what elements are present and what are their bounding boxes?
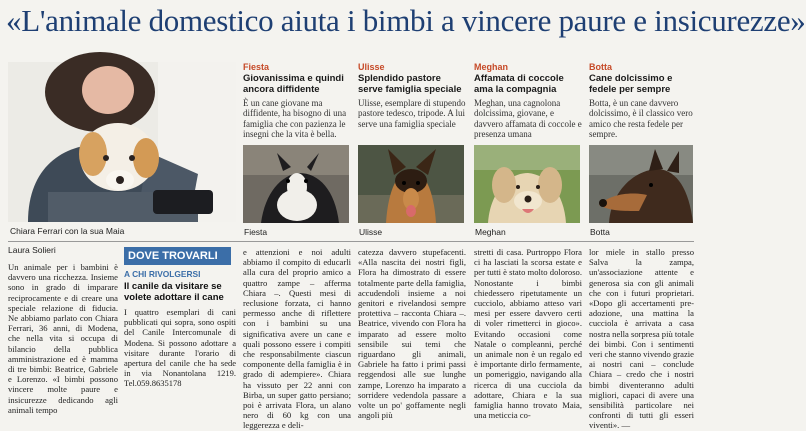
card-name: Meghan (474, 62, 509, 72)
card-headline: Affamata di coccole ama la compagnia (474, 73, 564, 95)
article-column-4 (358, 247, 466, 421)
woman-with-dog-image (8, 62, 236, 222)
card-body: È un cane giovane ma diffidente, ha bisogno di una famiglia che con pazienza le insegni che la vita è bella. (243, 98, 347, 140)
sidebar-title: DOVE TROVARLI (124, 247, 231, 265)
byline: Laura Solieri (8, 245, 56, 255)
article-column-3 (243, 247, 351, 431)
botta-photo-caption: Botta (590, 227, 610, 237)
article-paragraph: e attenzioni e noi adulti abbiamo il compito di educarli alla cura del proprio amico a quattro zampe – afferma Chiara –. Questi mesi di reclusione forzata, ci hanno permesso anche di riflettere con i bambini su una significativa avere un cane e quali possono essere i compiti che responsabilmente ciascun componente della famiglia è in grado di adempiere». Chiara ha vissuto per 22 anni con Birba, un super gatto persiano; poi è arrivata Flora, un alano nero di 60 kg con una leggerezza e deli- (243, 247, 351, 431)
card-headline: Splendido pastore serve famiglia speciale (358, 73, 462, 95)
black-white-dog-image (243, 145, 349, 223)
card-body: Ulisse, esemplare di stupendo pastore tedesco, tripode. A lui serve una famiglia speciale (358, 98, 466, 129)
shepherd-dog-profile-image (589, 145, 693, 223)
card-body: Botta, è un cane davvero dolcissimo, è il classico vero amico che resta fedele per sempre. (589, 98, 693, 140)
article-column-6 (589, 247, 695, 431)
card-body: Meghan, una cagnolona dolcissima, giovane, e davvero affamata di coccole e presenza umana (474, 98, 582, 140)
card-meghan (474, 62, 582, 140)
main-photo (8, 62, 236, 222)
white-dog-image (474, 145, 580, 223)
article-paragraph: Un animale per i bambini è davvero una ricchezza. Insieme sono in grado di imparare reciprocamente e di creare una speciale relazione di fiducia. Ne abbiamo parlato con Chiara Ferrari, 36 anni, di Modena, che nella vita si occupa di bilancio della pubblica amministrazione ed è mamma di tre bimbi: Beatrice, Gabriele e Lorenzo. «I bimbi possono vincere molte paure e insicurezze dedicando agli animali tempo (8, 262, 118, 415)
sidebar-body: I quattro esemplari di cani pubblicati qui sopra, sono ospiti del Canile Intercomunale di Modena. Si possono adottare a visitare durante l'orario di apertura del canile che ha sede in via Nonantolana 1219. Tel.059.8635178 (124, 307, 236, 389)
meghan-photo (474, 145, 580, 223)
card-name: Fiesta (243, 62, 270, 72)
main-photo-caption: Chiara Ferrari con la sua Maia (10, 226, 125, 236)
sidebar-headline: Il canile da visitare se volete adottare il cane (124, 281, 224, 303)
german-shepherd-image (358, 145, 464, 223)
meghan-photo-caption: Meghan (475, 227, 506, 237)
article-paragraph: stretti di casa. Purtroppo Flora ci ha lasciati la scorsa estate e per tutti è stato molto doloroso. Nonostante i bimbi chiedessero ripetutamente un cucciolo, abbiamo atteso vari mesi per essere davvero certi di voler rimetterci in gioco». Evitando occasioni come Natale o compleanni, perché un animale non è un regalo ed è importante dirlo fermamente, un pomeriggio, navigando alla ricerca di una cucciola da adottare, Chiara e la sua famiglia hanno trovato Maia, una meticcia co- (474, 247, 582, 421)
ulisse-photo-caption: Ulisse (359, 227, 383, 237)
card-fiesta (243, 62, 351, 140)
article-column-5 (474, 247, 582, 421)
section-divider (8, 241, 694, 242)
article-paragraph: lor miele in stallo presso Salva la zampa, un'associazione attente e generosa sia con gli animali che con i futuri proprietari. «Dopo gli accertamenti pre-adozione, una mattina la cucciola è arrivata a casa nostra nella sorpresa più totale dei bimbi. Con i sentimenti veri che stanno vivendo grazie ai nostri cani – conclude Chiara – credo che i nostri bimbi diventeranno adulti migliori, capaci di avere una sensibilità particolare nei confronti di tutti gli esseri viventi». — (589, 247, 695, 431)
fiesta-photo (243, 145, 349, 223)
ulisse-photo (358, 145, 464, 223)
fiesta-photo-caption: Fiesta (244, 227, 268, 237)
card-name: Ulisse (358, 62, 385, 72)
card-headline: Giovanissima e quindi ancora diffidente (243, 73, 344, 95)
headline: «L'animale domestico aiuta i bimbi a vincere paure e insicurezze» (6, 3, 806, 38)
card-ulisse (358, 62, 466, 129)
article-column-1 (8, 262, 118, 415)
botta-photo (589, 145, 693, 223)
article-paragraph: catezza davvero stupefacenti. «Alla nascita dei nostri figli, Flora ha dimostrato di essere totalmente parte della famiglia, accudendoli insieme a noi genitori e rivelandosi sempre protettiva – racconta Chiara –. Beatrice, vivendo con Flora ha imparato ad essere molto sensibile sui temi che riguardano gli animali, Gabriele ha fatto i primi passi reggendosi alle sue lunghe zampe, Lorenzo ha imparato a sorridere vedendola passare a volte un po' goffamente negli angoli più (358, 247, 466, 421)
card-name: Botta (589, 62, 612, 72)
sidebar-kicker: A CHI RIVOLGERSI (124, 269, 201, 279)
card-headline: Cane dolcissimo e fedele per sempre (589, 73, 673, 95)
card-botta (589, 62, 693, 140)
